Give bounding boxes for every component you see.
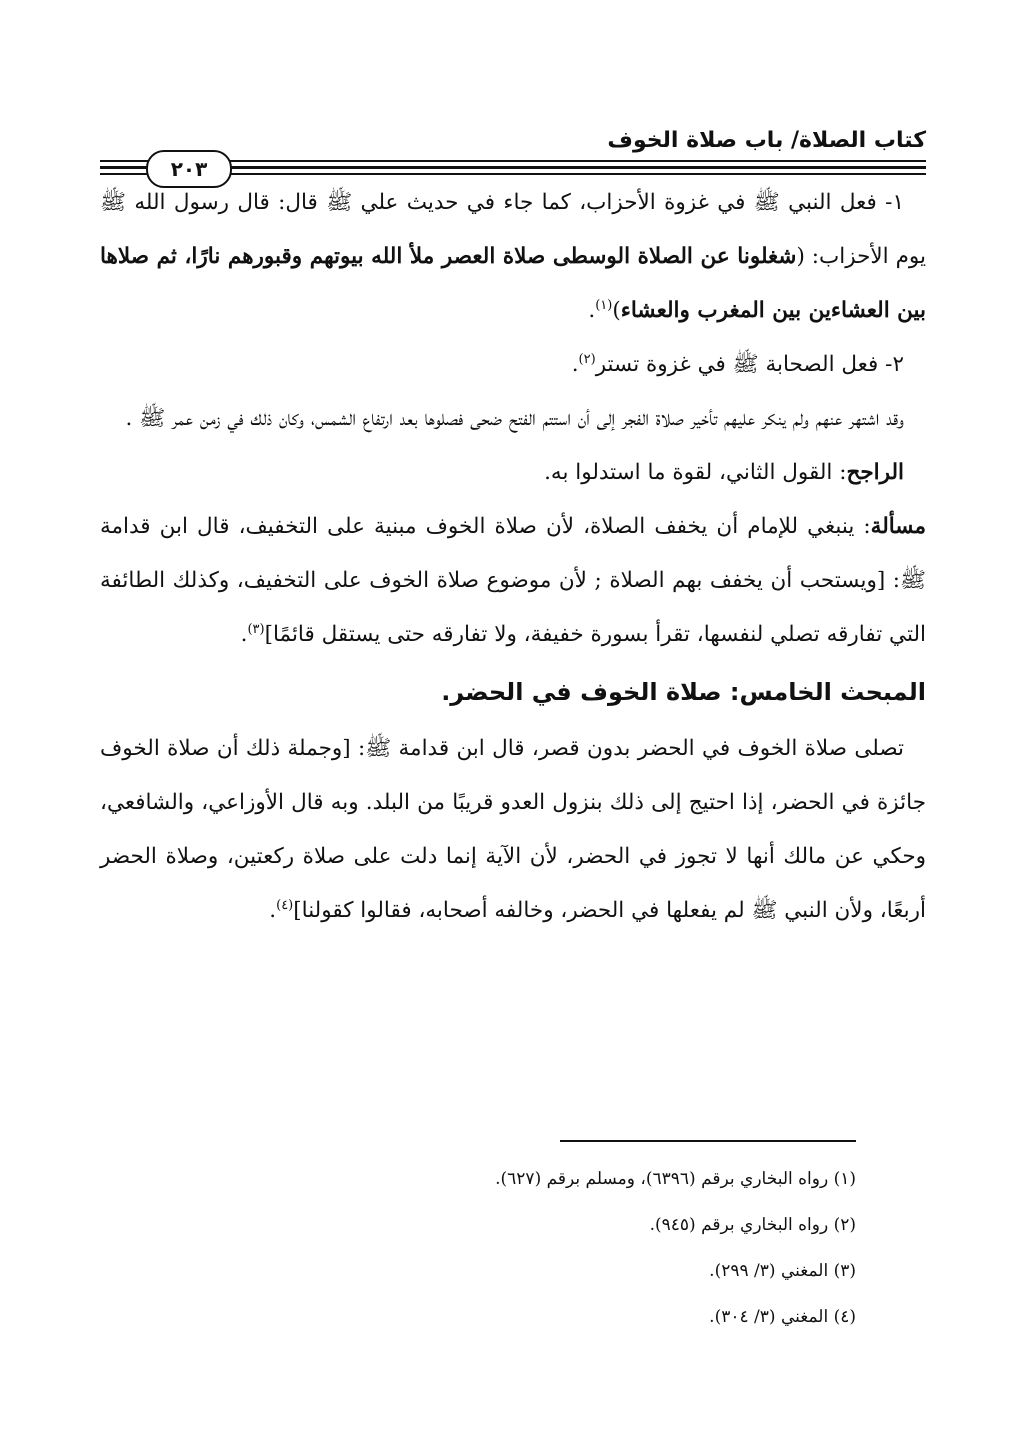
footnotes [100, 1156, 856, 1340]
paragraph-rajih: الراجح: القول الثاني، لقوة ما استدلوا به. [544, 460, 904, 485]
footnote-item: (٣) المغني (٣/ ٢٩٩). [709, 1261, 856, 1281]
main-text [100, 176, 926, 938]
hadith-quote: شغلونا عن الصلاة الوسطى صلاة العصر ملأ الله بيوتهم وقبورهم نارًا، ثم صلاها بين العشاءين بين المغرب والعشاء [100, 244, 926, 323]
footnote-item: (١) رواه البخاري برقم (٦٣٩٦)، ومسلم برقم (٦٢٧). [495, 1169, 856, 1189]
footnote-ref-2[interactable]: (٢) [578, 351, 596, 367]
footnote-divider [560, 1140, 856, 1142]
page-number: ٢٠٣ [146, 150, 232, 188]
paragraph-item-1: ١- فعل النبي ﷺ في غزوة الأحزاب، كما جاء في حديث علي ﷺ قال: قال رسول الله ﷺ يوم الأحزاب: (شغلونا عن الصلاة الوسطى صلاة العصر ملأ الله بيوتهم وقبورهم نارًا، ثم صلاها بين العشاءين بين المغرب والعشاء)$^{(١)}$. [100, 190, 926, 323]
paragraph-masala: مسألة: ينبغي للإمام أن يخفف الصلاة، لأن صلاة الخوف مبنية على التخفيف، قال ابن قدامة ﷺ: [ويستحب أن يخفف بهم الصلاة ; لأن موضوع صلاة الخوف على التخفيف، وكذلك الطائفة التي تفارقه تصلي لنفسها، تقرأ بسورة خفيفة، ولا تفارقه حتى يستقل قائمًا]$^{(٣)}$. [100, 514, 926, 647]
footnote-item: (٢) رواه البخاري برقم (٩٤٥). [649, 1215, 856, 1235]
running-header [100, 122, 926, 182]
footnote-ref-3[interactable]: (٣) [247, 621, 265, 637]
rajih-label: الراجح [846, 460, 904, 485]
footnote-item: (٤) المغني (٣/ ٣٠٤). [709, 1307, 856, 1327]
section-heading: المبحث الخامس: صلاة الخوف في الحضر. [441, 678, 926, 706]
footnote-ref-4[interactable]: (٤) [276, 897, 294, 913]
paragraph-item-2: ٢- فعل الصحابة ﷺ في غزوة تستر$^{(٢)}$. [571, 351, 904, 377]
footnote-ref-1[interactable]: (١) [595, 297, 613, 313]
paragraph-text: تصلى صلاة الخوف في الحضر بدون قصر، قال ابن قدامة ﷺ: [وجملة ذلك أن صلاة الخوف جائزة في الحضر، إذا احتيج إلى ذلك بنزول العدو قريبًا من البلد. وبه قال الأوزاعي، والشافعي، وحكي عن مالك أنها لا تجوز في الحضر، لأن الآية إنما دلت على صلاة ركعتين، وصلاة الحضر أربعًا، ولأن النبي ﷺ لم يفعلها في الحضر، وخالفه أصحابه، فقالوا كقولنا]$^{(٤)}$. [100, 736, 926, 923]
masala-label: مسألة [870, 514, 926, 539]
header-title: كتاب الصلاة/ باب صلاة الخوف [607, 128, 926, 153]
paragraph-text: وقد اشتهر عنهم ولم ينكر عليهم تأخير صلاة الفجر إلى أن استتم الفتح ضحى فصلوها بعد ارتفاع الشمس، وكان ذلك في زمن عمر ﷺ . [125, 406, 904, 431]
